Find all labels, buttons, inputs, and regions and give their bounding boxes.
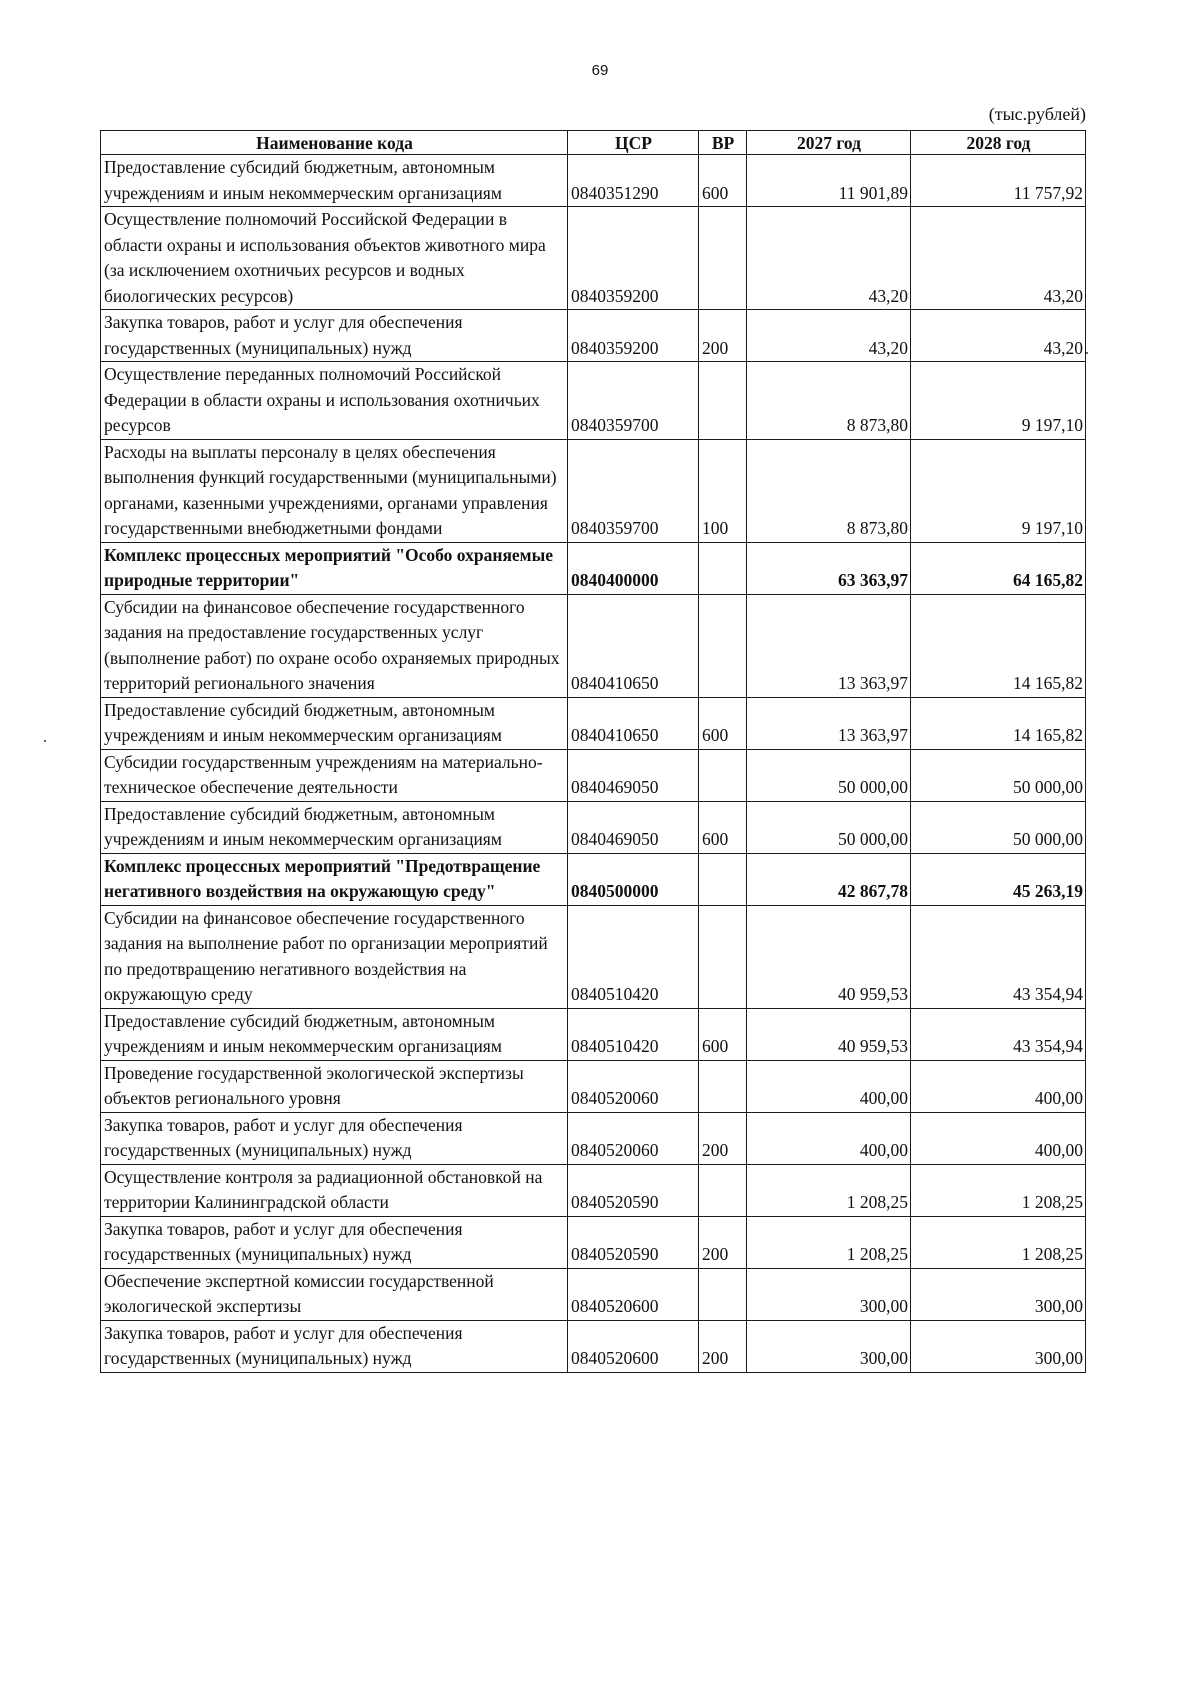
cell-csr: 0840520600 [568, 1268, 699, 1320]
cell-csr: 0840359200 [568, 207, 699, 310]
cell-vr: 600 [699, 697, 747, 749]
cell-vr: 600 [699, 801, 747, 853]
cell-vr [699, 1268, 747, 1320]
cell-vr [699, 853, 747, 905]
cell-csr: 0840359700 [568, 439, 699, 542]
cell-name: Закупка товаров, работ и услуг для обеспечения государственных (муниципальных) нужд [101, 1216, 568, 1268]
cell-csr: 0840351290 [568, 155, 699, 207]
cell-2027: 13 363,97 [747, 697, 911, 749]
cell-2027: 43,20 [747, 310, 911, 362]
cell-2027: 40 959,53 [747, 905, 911, 1008]
cell-2028: 43 354,94 [911, 905, 1086, 1008]
cell-name: Закупка товаров, работ и услуг для обеспечения государственных (муниципальных) нужд [101, 1320, 568, 1372]
cell-2027: 300,00 [747, 1268, 911, 1320]
table-row-section [101, 542, 1086, 594]
cell-csr: 0840510420 [568, 905, 699, 1008]
cell-2027: 400,00 [747, 1112, 911, 1164]
cell-2028: 400,00 [911, 1112, 1086, 1164]
table-row [101, 1320, 1086, 1372]
cell-csr: 0840410650 [568, 697, 699, 749]
cell-2027: 40 959,53 [747, 1008, 911, 1060]
table-body [101, 155, 1086, 1373]
cell-2027: 1 208,25 [747, 1164, 911, 1216]
table-header-row [101, 131, 1086, 155]
cell-2028: 300,00 [911, 1268, 1086, 1320]
cell-csr: 0840520590 [568, 1164, 699, 1216]
page-number: 69 [591, 62, 609, 79]
table-row [101, 1216, 1086, 1268]
cell-2028: 1 208,25 [911, 1164, 1086, 1216]
header-year-2027: 2027 год [747, 131, 911, 155]
cell-name: Предоставление субсидий бюджетным, автономным учреждениям и иным некоммерческим организациям [101, 155, 568, 207]
cell-name: Осуществление полномочий Российской Федерации в области охраны и использования объектов животного мира (за исключением охотничьих ресурсов и водных биологических ресурсов) [101, 207, 568, 310]
header-name: Наименование кода [101, 131, 568, 155]
cell-2028: 14 165,82 [911, 697, 1086, 749]
cell-vr: 100 [699, 439, 747, 542]
cell-2028: 43,20 [911, 310, 1086, 362]
cell-vr: 600 [699, 155, 747, 207]
header-year-2028: 2028 год [911, 131, 1086, 155]
cell-vr [699, 362, 747, 440]
cell-vr: 600 [699, 1008, 747, 1060]
cell-csr: 0840520600 [568, 1320, 699, 1372]
table-row [101, 749, 1086, 801]
cell-vr: 200 [699, 1216, 747, 1268]
table-row [101, 1060, 1086, 1112]
cell-2027: 300,00 [747, 1320, 911, 1372]
cell-2027: 1 208,25 [747, 1216, 911, 1268]
table-row [101, 697, 1086, 749]
cell-2028: 1 208,25 [911, 1216, 1086, 1268]
cell-2027: 50 000,00 [747, 749, 911, 801]
cell-2027: 8 873,80 [747, 362, 911, 440]
cell-vr [699, 905, 747, 1008]
cell-csr: 0840400000 [568, 542, 699, 594]
cell-name: Закупка товаров, работ и услуг для обеспечения государственных (муниципальных) нужд [101, 1112, 568, 1164]
scan-speck [44, 740, 46, 742]
cell-name: Комплекс процессных мероприятий "Предотвращение негативного воздействия на окружающую среду" [101, 853, 568, 905]
cell-vr [699, 594, 747, 697]
cell-vr [699, 1164, 747, 1216]
cell-name: Предоставление субсидий бюджетным, автономным учреждениям и иным некоммерческим организациям [101, 801, 568, 853]
header-csr: ЦСР [568, 131, 699, 155]
cell-vr [699, 749, 747, 801]
table-row-section [101, 853, 1086, 905]
cell-2028: 9 197,10 [911, 362, 1086, 440]
table-row [101, 310, 1086, 362]
table-row [101, 439, 1086, 542]
table-row [101, 155, 1086, 207]
cell-name: Осуществление переданных полномочий Российской Федерации в области охраны и использования охотничьих ресурсов [101, 362, 568, 440]
cell-vr: 200 [699, 310, 747, 362]
cell-name: Предоставление субсидий бюджетным, автономным учреждениям и иным некоммерческим организациям [101, 1008, 568, 1060]
table-row [101, 801, 1086, 853]
cell-csr: 0840359200 [568, 310, 699, 362]
cell-name: Предоставление субсидий бюджетным, автономным учреждениям и иным некоммерческим организациям [101, 697, 568, 749]
cell-2028: 45 263,19 [911, 853, 1086, 905]
cell-2028: 64 165,82 [911, 542, 1086, 594]
cell-2028: 43,20 [911, 207, 1086, 310]
cell-2027: 63 363,97 [747, 542, 911, 594]
cell-2028: 50 000,00 [911, 801, 1086, 853]
cell-2028: 400,00 [911, 1060, 1086, 1112]
cell-2028: 300,00 [911, 1320, 1086, 1372]
cell-2027: 11 901,89 [747, 155, 911, 207]
scan-speck [1086, 352, 1088, 354]
cell-2027: 43,20 [747, 207, 911, 310]
table-row [101, 1112, 1086, 1164]
cell-2028: 14 165,82 [911, 594, 1086, 697]
table-row [101, 207, 1086, 310]
units-label: (тыс.рублей) [988, 104, 1086, 124]
cell-2027: 400,00 [747, 1060, 911, 1112]
table-row [101, 1164, 1086, 1216]
cell-vr: 200 [699, 1112, 747, 1164]
cell-2027: 13 363,97 [747, 594, 911, 697]
cell-name: Комплекс процессных мероприятий "Особо охраняемые природные территории" [101, 542, 568, 594]
cell-csr: 0840469050 [568, 749, 699, 801]
cell-2028: 50 000,00 [911, 749, 1086, 801]
table-row [101, 594, 1086, 697]
cell-csr: 0840520060 [568, 1112, 699, 1164]
cell-name: Расходы на выплаты персоналу в целях обеспечения выполнения функций государственными (муниципальными) органами, казенными учреждениями, органами управления государственными внебюджетными фондами [101, 439, 568, 542]
table-row [101, 905, 1086, 1008]
cell-name: Субсидии государственным учреждениям на материально-техническое обеспечение деятельности [101, 749, 568, 801]
cell-csr: 0840359700 [568, 362, 699, 440]
cell-2028: 11 757,92 [911, 155, 1086, 207]
cell-vr [699, 207, 747, 310]
cell-2027: 42 867,78 [747, 853, 911, 905]
cell-name: Проведение государственной экологической экспертизы объектов регионального уровня [101, 1060, 568, 1112]
cell-name: Субсидии на финансовое обеспечение государственного задания на предоставление государственных услуг (выполнение работ) по охране особо охраняемых природных территорий регионального значения [101, 594, 568, 697]
cell-csr: 0840510420 [568, 1008, 699, 1060]
cell-vr [699, 1060, 747, 1112]
cell-csr: 0840520060 [568, 1060, 699, 1112]
cell-2027: 8 873,80 [747, 439, 911, 542]
table-row [101, 1268, 1086, 1320]
cell-2027: 50 000,00 [747, 801, 911, 853]
budget-table [100, 130, 1086, 1373]
cell-2028: 43 354,94 [911, 1008, 1086, 1060]
cell-csr: 0840469050 [568, 801, 699, 853]
table-row [101, 1008, 1086, 1060]
table-row [101, 362, 1086, 440]
cell-vr: 200 [699, 1320, 747, 1372]
cell-name: Субсидии на финансовое обеспечение государственного задания на выполнение работ по организации мероприятий по предотвращению негативного воздействия на окружающую среду [101, 905, 568, 1008]
header-vr: ВР [699, 131, 747, 155]
cell-name: Закупка товаров, работ и услуг для обеспечения государственных (муниципальных) нужд [101, 310, 568, 362]
cell-vr [699, 542, 747, 594]
cell-name: Обеспечение экспертной комиссии государственной экологической экспертизы [101, 1268, 568, 1320]
cell-csr: 0840410650 [568, 594, 699, 697]
cell-name: Осуществление контроля за радиационной обстановкой на территории Калининградской области [101, 1164, 568, 1216]
cell-csr: 0840520590 [568, 1216, 699, 1268]
cell-2028: 9 197,10 [911, 439, 1086, 542]
cell-csr: 0840500000 [568, 853, 699, 905]
